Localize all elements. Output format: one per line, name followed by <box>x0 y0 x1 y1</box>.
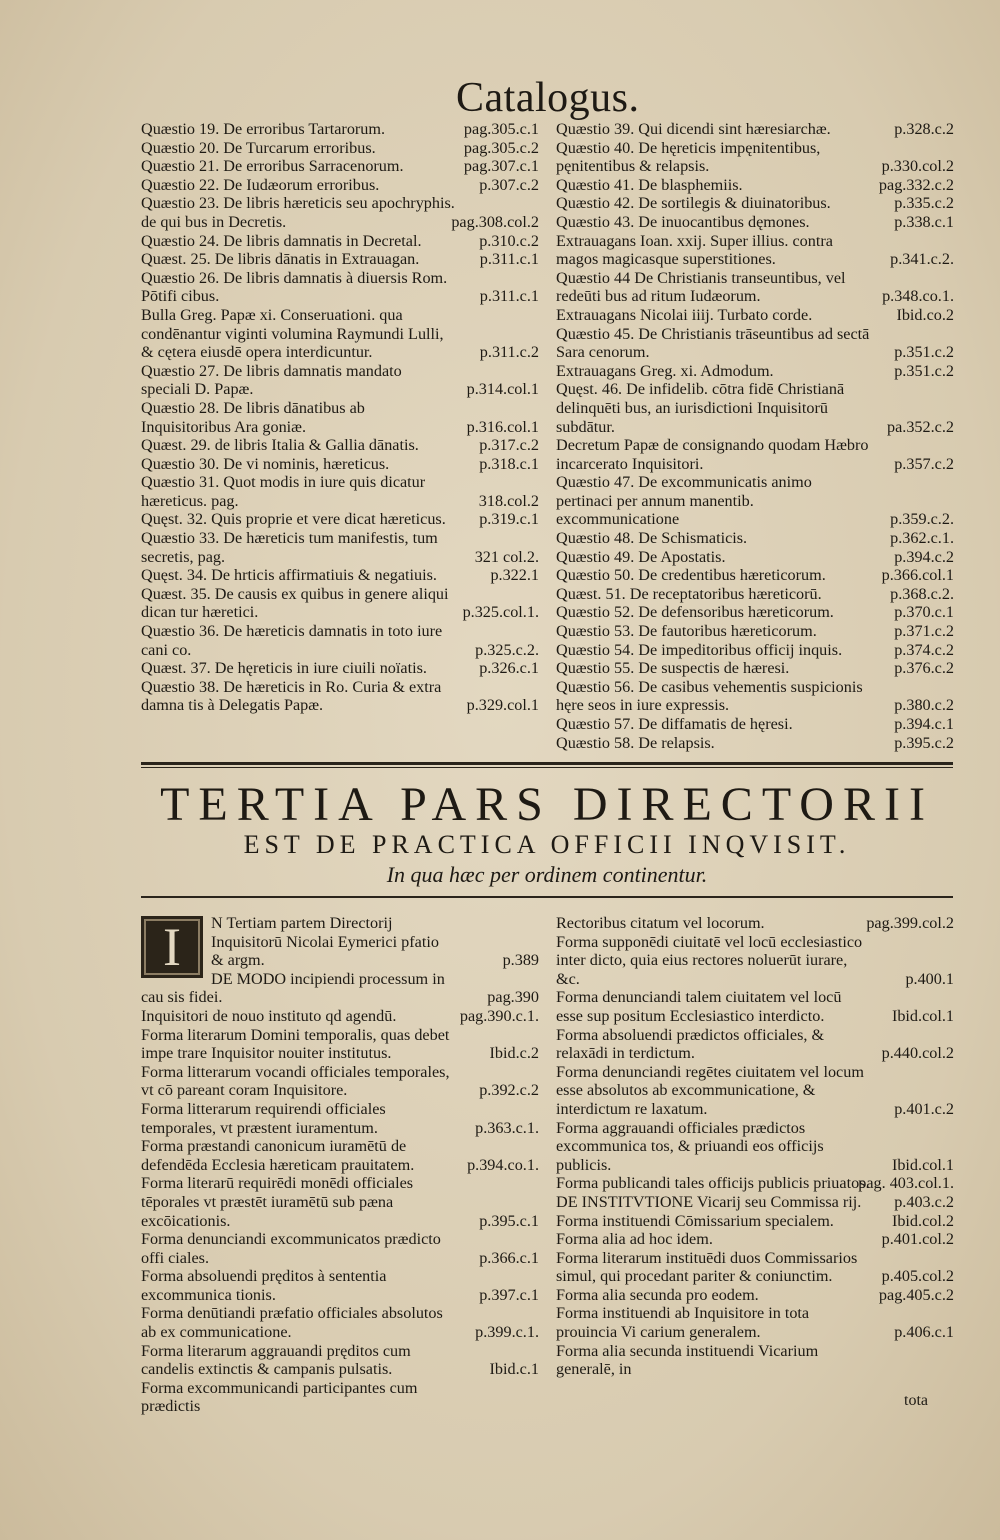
index-entry <box>141 473 539 510</box>
index-entry-text: Quæstio 30. De vi nominis, hæreticus. <box>141 454 390 473</box>
section-rule-top <box>141 762 953 765</box>
index-entry-page-ref: p.316.col.1 <box>466 417 539 436</box>
index-entry-page-ref: p.394.c.2 <box>894 547 954 566</box>
contents-entry-page-ref: Ibid.c.2 <box>489 1044 539 1063</box>
contents-entry-text: Forma literarum instituēdi duos Commissarios simul, qui procedant pariter & coniunctim. <box>556 1248 858 1286</box>
index-entry-page-ref: p.311.c.1 <box>479 250 539 269</box>
index-entry-page-ref: p.330.col.2 <box>881 157 954 176</box>
contents-entry <box>141 1026 539 1063</box>
contents-entry-page-ref: pag.390 <box>487 988 539 1007</box>
index-entry-page-ref: p.348.co.1. <box>882 287 954 306</box>
index-entry-page-ref: p.310.c.2 <box>479 231 539 250</box>
index-entry <box>141 678 539 715</box>
index-right-column <box>556 120 954 752</box>
contents-entry-text: Forma absoluendi pręditos à sententia excommunica tionis. <box>141 1267 387 1304</box>
index-entry-text: Quæstio 54. De impeditoribus officij inquis. <box>556 640 843 659</box>
contents-entry <box>141 1100 539 1137</box>
index-entry-text: Quæstio 57. De diffamatis de hęresi. <box>556 715 793 733</box>
index-entry <box>556 566 954 585</box>
index-entry-text: Quæstio 58. De relapsis. <box>556 733 715 752</box>
index-entry <box>556 232 954 269</box>
index-left-column <box>141 120 539 715</box>
section-subtitle: EST DE PRACTICA OFFICII INQVISIT. <box>243 830 851 859</box>
contents-entry-page-ref: Ibid.col.1 <box>891 1006 954 1025</box>
index-entry-page-ref: p.374.c.2 <box>894 640 954 659</box>
index-entry <box>141 510 539 529</box>
index-entry-page-ref: p.325.col.1. <box>462 603 539 622</box>
index-entry-page-ref: p.307.c.2 <box>479 175 539 194</box>
contents-entry-text: Forma denūtiandi præfatio officiales absolutos ab ex communicatione. <box>141 1304 443 1342</box>
contents-entry-page-ref: p.405.col.2 <box>881 1267 954 1286</box>
index-entry-text: Quæstio 23. De libris hæreticis seu apochryphis. de qui bus in Decretis. <box>141 194 455 231</box>
index-entry-text: Quæstio 47. De excommunicatis animo pertinaci per annum manentib. excommunicatione <box>556 473 812 529</box>
contents-entry-page-ref: p.406.c.1 <box>894 1323 954 1342</box>
contents-entry-text: Forma publicandi tales officijs publicis priuatos. <box>556 1174 870 1193</box>
contents-entry-text: Forma litterarum requirendi officiales temporales, vt præstent iuramentum. <box>141 1099 386 1137</box>
index-entry-page-ref: p.370.c.1 <box>894 603 954 622</box>
index-entry-page-ref: pag.308.col.2 <box>451 212 539 231</box>
contents-entry <box>556 1119 954 1175</box>
index-entry <box>141 157 539 176</box>
contents-entry-page-ref: pag.405.c.2 <box>878 1285 954 1304</box>
contents-entry-text: Forma literarū requirēdi monēdi officiales tēporales vt præstēt iuramētū sub pæna excōicationis. <box>141 1174 414 1230</box>
index-entry-page-ref: p.394.c.1 <box>894 715 954 733</box>
index-entry-text: Quæstio 19. De erroribus Tartarorum. <box>141 120 386 138</box>
contents-entry <box>556 1230 954 1249</box>
index-entry-page-ref: p.368.c.2. <box>890 584 954 603</box>
index-entry-page-ref: pag.305.c.1 <box>463 120 539 138</box>
index-entry <box>556 715 954 734</box>
index-entry-page-ref: p.371.c.2 <box>894 622 954 641</box>
index-entry-text: Quæstio 27. De libris damnatis mandato speciali D. Papæ. <box>141 361 402 399</box>
index-entry-text: Quæst. 51. De receptatoribus hæreticorū. <box>556 584 822 603</box>
index-entry <box>141 659 539 678</box>
index-entry-page-ref: p.376.c.2 <box>894 659 954 678</box>
contents-entry-page-ref: p.392.c.2 <box>479 1081 539 1100</box>
index-entry-text: Extrauagans Greg. xi. Admodum. <box>556 361 774 380</box>
index-entry-page-ref: pag.332.c.2 <box>878 175 954 194</box>
contents-entry-page-ref: pag. 403.col.1. <box>858 1174 954 1193</box>
index-entry <box>556 436 954 473</box>
index-entry-text: Quæstio 53. De fautoribus hæreticorum. <box>556 622 817 641</box>
index-entry <box>556 659 954 678</box>
index-entry <box>556 194 954 213</box>
index-entry <box>141 250 539 269</box>
contents-entry-text: DE INSTITVTIONE Vicarij seu Commissa rij. <box>556 1192 862 1211</box>
index-entry <box>556 622 954 641</box>
index-entry-text: Quæstio 48. De Schismaticis. <box>556 529 748 548</box>
index-entry-text: Quæstio 40. De hęreticis impęnitentibus, pęnitentibus & relapsis. <box>556 138 821 176</box>
index-entry-text: Quæstio 45. De Christianis trāseuntibus ad sectā Sara cenorum. <box>556 324 870 362</box>
index-entry-text: Quæstio 26. De libris damnatis à diuersis Rom. Pōtifi cibus. <box>141 268 448 306</box>
contents-entry-page-ref: Ibid.col.2 <box>891 1211 954 1230</box>
contents-entry <box>141 1137 539 1174</box>
index-entry-text: Quæstio 33. De hæreticis tum manifestis, tum secretis, pag. <box>141 529 438 566</box>
index-entry-page-ref: p.366.col.1 <box>881 566 954 585</box>
index-entry-text: Decretum Papæ de consignando quodam Hæbro incarcerato Inquisitori. <box>556 436 869 473</box>
contents-entry-text: Forma literarum Domini temporalis, quas debet impe trare Inquisitor nouiter institutus. <box>141 1025 450 1063</box>
contents-entry-page-ref: pag.390.c.1. <box>459 1006 539 1025</box>
contents-entry <box>141 1230 539 1267</box>
contents-entry-page-ref: p.400.1 <box>905 969 954 988</box>
index-entry <box>141 585 539 622</box>
index-entry-page-ref: p.314.col.1 <box>466 380 539 399</box>
contents-entry-text: Forma præstandi canonicum iuramētū de defendēda Ecclesia hæreticam prauitatem. <box>141 1137 415 1174</box>
index-entry-text: Quæstio 21. De erroribus Sarracenorum. <box>141 157 404 176</box>
contents-entry-page-ref: p.440.col.2 <box>881 1044 954 1063</box>
index-entry-page-ref: p.322.1 <box>490 566 539 585</box>
contents-entry <box>141 1304 539 1341</box>
index-entry <box>141 455 539 474</box>
index-entry-page-ref: p.311.c.1 <box>479 287 539 306</box>
contents-entry <box>141 1342 539 1379</box>
index-entry <box>141 622 539 659</box>
contents-entry-text: Forma denunciandi excommunicatos prædicto offi ciales. <box>141 1230 441 1267</box>
index-entry-text: Quęst. 46. De infidelib. cōtra fidē Christianā delinquēti bus, an iurisdictioni Inquisitorū subdātur. <box>556 380 845 436</box>
catchword: tota <box>904 1392 928 1409</box>
index-entry-text: Quæstio 52. De defensoribus hæreticorum. <box>556 603 834 622</box>
contents-entry-text: Forma alia ad hoc idem. <box>556 1230 713 1249</box>
index-entry <box>141 232 539 251</box>
contents-entry <box>141 970 539 1007</box>
index-entry-page-ref: p.311.c.2 <box>479 343 539 362</box>
contents-entry <box>556 1174 954 1193</box>
index-entry <box>556 325 954 362</box>
index-entry-page-ref: p.351.c.2 <box>894 343 954 362</box>
contents-entry-page-ref: p.397.c.1 <box>479 1285 539 1304</box>
index-entry-page-ref: p.319.c.1 <box>479 510 539 529</box>
index-entry <box>556 548 954 567</box>
contents-entry <box>556 1026 954 1063</box>
index-entry-text: Quæstio 55. De suspectis de hæresi. <box>556 659 790 678</box>
index-entry <box>556 473 954 529</box>
index-entry <box>141 399 539 436</box>
index-entry-text: Extrauagans Nicolai iiij. Turbato corde. <box>556 305 813 324</box>
contents-entry-text: Forma literarum aggrauandi pręditos cum candelis extinctis & campanis pulsatis. <box>141 1341 411 1379</box>
contents-entry <box>141 914 539 970</box>
section-intro: In qua hæc per ordinem continentur. <box>386 862 708 887</box>
contents-entry <box>556 1249 954 1286</box>
dropcap-initial: I <box>141 916 203 978</box>
index-entry-page-ref: p.326.c.1 <box>479 659 539 678</box>
contents-entry-text: Forma instituendi ab Inquisitore in tota prouincia Vi carium generalem. <box>556 1304 810 1342</box>
contents-entry-page-ref: p.394.co.1. <box>467 1155 539 1174</box>
index-entry <box>556 306 954 325</box>
index-entry-page-ref: 321 col.2. <box>474 547 539 566</box>
index-entry-text: Quæst. 37. De hęreticis in iure ciuili noïatis. <box>141 659 427 678</box>
index-entry-page-ref: p.318.c.1 <box>479 454 539 473</box>
contents-entry <box>556 988 954 1025</box>
index-entry-page-ref: p.317.c.2 <box>479 436 539 455</box>
index-entry-text: Quæstio 49. De Apostatis. <box>556 547 726 566</box>
index-entry-page-ref: p.325.c.2. <box>475 640 539 659</box>
index-entry-page-ref: p.341.c.2. <box>890 250 954 269</box>
index-entry-page-ref: pa.352.c.2 <box>887 417 954 436</box>
contents-right-column <box>556 914 954 1379</box>
contents-entry-page-ref: p.389 <box>502 951 539 970</box>
contents-entry-text: Forma absoluendi prædictos officiales, & relaxādi in terdictum. <box>556 1025 825 1063</box>
index-entry-text: Quæstio 36. De hæreticis damnatis in toto iure cani co. <box>141 622 443 659</box>
contents-entry-page-ref: Ibid.col.1 <box>891 1155 954 1174</box>
contents-left-column <box>141 914 539 1416</box>
index-entry-page-ref: p.362.c.1. <box>890 529 954 548</box>
index-entry-text: Quæstio 41. De blasphemiis. <box>556 175 743 194</box>
index-entry <box>141 194 539 231</box>
contents-entry-text: Forma denunciandi regētes ciuitatem vel locum esse absolutos ab excommunicatione, & interdictum re laxatum. <box>556 1062 864 1118</box>
index-entry <box>556 269 954 306</box>
index-entry-text: Quæst. 29. de libris Italia & Gallia dānatis. <box>141 436 419 455</box>
contents-entry-text: DE MODO incipiendi processum in cau sis fidei. <box>141 969 445 1007</box>
contents-entry <box>556 1286 954 1305</box>
index-entry-page-ref: p.329.col.1 <box>466 696 539 715</box>
contents-entry <box>556 1063 954 1119</box>
index-entry-text: Quæstio 38. De hæreticis in Ro. Curia & extra damna tis à Delegatis Papæ. <box>141 677 442 715</box>
contents-entry-page-ref: p.395.c.1 <box>479 1211 539 1230</box>
index-entry <box>141 139 539 158</box>
index-entry <box>141 436 539 455</box>
index-entry <box>141 566 539 585</box>
contents-entry <box>556 1212 954 1231</box>
index-entry-page-ref: p.380.c.2 <box>894 696 954 715</box>
index-entry-text: Bulla Greg. Papæ xi. Conseruationi. qua condēnantur viginti volumina Raymundi Lulli, & cętera eiusdē opera interdicuntur. <box>141 305 444 362</box>
contents-entry-page-ref: p.401.c.2 <box>894 1099 954 1118</box>
index-entry <box>556 120 954 139</box>
index-entry-text: Extrauagans Ioan. xxij. Super illius. contra magos magicasque superstitiones. <box>556 231 833 269</box>
index-entry <box>556 362 954 381</box>
index-entry-page-ref: p.335.c.2 <box>894 194 954 213</box>
index-entry-text: Quæstio 43. De inuocantibus dęmones. <box>556 212 810 231</box>
index-entry <box>556 641 954 660</box>
index-entry-page-ref: p.359.c.2. <box>890 510 954 529</box>
section-title: TERTIA PARS DIRECTORII <box>160 778 934 831</box>
index-entry <box>141 362 539 399</box>
contents-entry-text: Forma alia secunda instituendi Vicarium generalē, in <box>556 1341 819 1379</box>
contents-entry-text: Forma alia secunda pro eodem. <box>556 1285 759 1304</box>
index-entry-text: Quęst. 34. De hrticis affirmatiuis & negatiuis. <box>141 566 437 585</box>
section-rule-top-thin <box>141 767 953 768</box>
contents-entry-text: Forma aggrauandi officiales prædictos excommunica tos, & priuandi eos officijs publicis. <box>556 1118 824 1174</box>
index-entry <box>556 603 954 622</box>
index-entry-page-ref: p.395.c.2 <box>894 733 954 752</box>
contents-entry-text: Forma excommunicandi participantes cum prædictis <box>141 1378 418 1416</box>
contents-entry-text: N Tertiam partem Directorij Inquisitorū Nicolai Eymerici pfatio & argm. <box>211 914 439 970</box>
index-entry-text: Quæstio 22. De Iudæorum erroribus. <box>141 175 380 194</box>
contents-entry <box>141 1174 539 1230</box>
contents-entry-text: Forma supponēdi ciuitatē vel locū ecclesiastico inter dicto, quia eius rectores noluerūt iurare, &c. <box>556 932 863 988</box>
index-entry-text: Quæstio 39. Qui dicendi sint hæresiarchæ. <box>556 120 831 138</box>
index-entry-page-ref: 318.col.2 <box>478 491 539 510</box>
index-entry-text: Quęst. 32. Quis proprie et vere dicat hæreticus. <box>141 510 446 529</box>
index-entry-text: Quæstio 50. De credentibus hæreticorum. <box>556 566 826 585</box>
index-entry <box>556 380 954 436</box>
index-entry-page-ref: Ibid.co.2 <box>896 305 954 324</box>
index-entry-text: Quæstio 44 De Christianis transeuntibus, vel redeūti bus ad ritum Iudæorum. <box>556 268 846 306</box>
contents-entry-page-ref: p.366.c.1 <box>479 1248 539 1267</box>
index-entry-text: Quæstio 42. De sortilegis & diuinatoribus. <box>556 194 831 213</box>
index-entry <box>141 306 539 362</box>
index-entry <box>556 176 954 195</box>
index-entry <box>556 213 954 232</box>
index-entry <box>556 678 954 715</box>
contents-entry-text: Forma litterarum vocandi officiales temporales, vt cō pareant coram Inquisitore. <box>141 1062 450 1100</box>
contents-entry-page-ref: Ibid.c.1 <box>489 1360 539 1379</box>
index-entry <box>556 585 954 604</box>
contents-entry <box>556 914 954 933</box>
contents-entry <box>556 1193 954 1212</box>
index-entry-page-ref: pag.307.c.1 <box>463 157 539 176</box>
index-entry-page-ref: p.357.c.2 <box>894 454 954 473</box>
contents-entry <box>556 933 954 989</box>
index-entry <box>141 529 539 566</box>
contents-entry-page-ref: p.363.c.1. <box>475 1118 539 1137</box>
contents-entry <box>141 1379 539 1416</box>
index-entry <box>556 529 954 548</box>
index-entry-text: Quæstio 56. De casibus vehementis suspicionis hęre seos in iure expressis. <box>556 677 863 715</box>
index-entry-page-ref: p.351.c.2 <box>894 361 954 380</box>
contents-entry-page-ref: p.401.col.2 <box>881 1230 954 1249</box>
index-entry-text: Quæstio 28. De libris dānatibus ab Inquisitoribus Ara goniæ. <box>141 398 365 436</box>
index-entry-text: Quæstio 31. Quot modis in iure quis dicatur hæreticus. pag. <box>141 473 426 510</box>
section-rule-bottom <box>141 896 953 898</box>
index-entry-text: Quæst. 35. De causis ex quibus in genere aliqui dican tur hæretici. <box>141 584 449 622</box>
contents-entry <box>141 1267 539 1304</box>
contents-entry <box>141 1063 539 1100</box>
contents-entry-page-ref: p.399.c.1. <box>475 1323 539 1342</box>
index-entry-page-ref: p.338.c.1 <box>894 212 954 231</box>
contents-entry <box>141 1007 539 1026</box>
contents-entry-page-ref: pag.399.col.2 <box>866 914 954 932</box>
index-entry <box>141 120 539 139</box>
contents-entry-text: Forma denunciandi talem ciuitatem vel locū esse sup positum Ecclesiastico interdicto. <box>556 988 842 1025</box>
index-entry-text: Quæst. 25. De libris dānatis in Extrauagan. <box>141 250 420 269</box>
index-entry <box>141 176 539 195</box>
index-entry-page-ref: p.328.c.2 <box>894 120 954 138</box>
index-entry <box>141 269 539 306</box>
contents-entry <box>556 1342 954 1379</box>
contents-entry-text: Forma instituendi Cōmissarium specialem. <box>556 1211 834 1230</box>
index-entry-page-ref: pag.305.c.2 <box>463 138 539 157</box>
contents-entry-page-ref: p.403.c.2 <box>894 1192 954 1211</box>
running-head: Catalogus. <box>456 75 640 121</box>
contents-entry-text: Rectoribus citatum vel locorum. <box>556 914 765 932</box>
index-entry-text: Quæstio 24. De libris damnatis in Decretal. <box>141 231 422 250</box>
index-entry-text: Quæstio 20. De Turcarum erroribus. <box>141 138 376 157</box>
index-entry <box>556 734 954 753</box>
index-entry <box>556 139 954 176</box>
contents-entry <box>556 1304 954 1341</box>
contents-entry-text: Inquisitori de nouo instituto qd agendū. <box>141 1006 397 1025</box>
